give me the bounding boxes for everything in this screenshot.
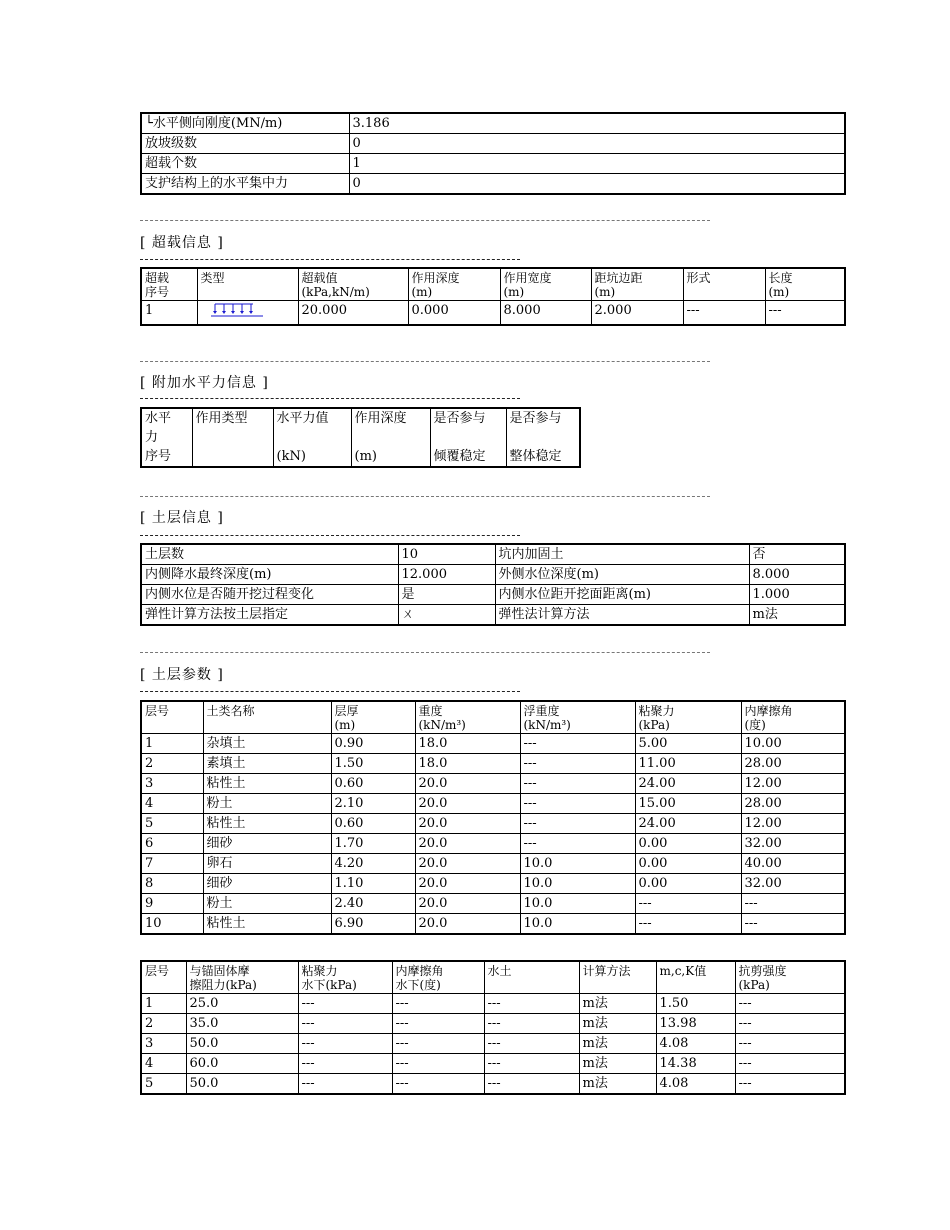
header-cell	[415, 701, 520, 734]
header-line: (m)	[503, 285, 525, 299]
table-cell: 20.0	[415, 854, 520, 874]
table-cell: 9	[141, 894, 203, 914]
table-cell: 杂填土	[203, 734, 331, 754]
soil-info-title: [ 土层信息 ]	[140, 510, 224, 526]
table-cell: ---	[741, 894, 845, 914]
table-cell: 0.00	[635, 874, 741, 894]
table-cell: 0.60	[331, 774, 415, 794]
table-cell: 0.60	[331, 814, 415, 834]
table-row	[141, 113, 845, 134]
header-line: (kPa,kN/m)	[301, 285, 370, 299]
table-cell: 12.000	[398, 565, 495, 585]
table-cell: ---	[392, 994, 484, 1014]
table-cell: 4.08	[656, 1034, 735, 1054]
table-row	[141, 174, 845, 195]
header-line: 形式	[686, 271, 711, 285]
table-cell: ---	[392, 1074, 484, 1095]
table-cell: 5.00	[635, 734, 741, 754]
header-line: 擦阻力(kPa)	[189, 978, 257, 992]
header-line: 内摩擦角	[395, 964, 444, 978]
table-cell: 0.00	[635, 834, 741, 854]
header-cell	[741, 701, 845, 734]
table-cell: ---	[484, 1054, 579, 1074]
table-cell: 1	[141, 301, 197, 326]
header-line: 重度	[418, 704, 443, 718]
header-cell	[392, 961, 484, 994]
table-cell: m法	[579, 1054, 656, 1074]
table-row	[141, 734, 845, 754]
table-cell: 18.0	[415, 754, 520, 774]
header-cell	[520, 701, 635, 734]
section-divider	[140, 652, 710, 653]
header-line	[583, 978, 653, 992]
table-cell: 10	[398, 544, 495, 565]
table-cell: ---	[520, 734, 635, 754]
header-line: (kN)	[276, 449, 306, 464]
table-cell: m法	[579, 1034, 656, 1054]
table-cell: 细砂	[203, 834, 331, 854]
header-line: 水下(kPa)	[301, 978, 357, 992]
table-cell: 12.00	[741, 774, 845, 794]
table-cell: 20.0	[415, 814, 520, 834]
header-row	[141, 961, 845, 994]
table-cell: 2.40	[331, 894, 415, 914]
horizontal-force-title: [ 附加水平力信息 ]	[140, 375, 269, 391]
table-cell: 粉土	[203, 794, 331, 814]
table-cell: ---	[735, 1054, 845, 1074]
header-line: 类型	[200, 271, 225, 285]
table-cell: 11.00	[635, 754, 741, 774]
table-cell: 放坡级数	[141, 134, 349, 154]
table-cell: 28.00	[741, 754, 845, 774]
table-row	[141, 854, 845, 874]
header-cell	[141, 961, 186, 994]
table-cell: ---	[520, 794, 635, 814]
table-cell: 1.50	[656, 994, 735, 1014]
table-cell: ---	[484, 1074, 579, 1095]
table-cell: ---	[298, 994, 392, 1014]
table-cell: 35.0	[186, 1014, 298, 1034]
table-cell: ---	[635, 894, 741, 914]
header-line	[510, 428, 577, 447]
table-cell: 支护结构上的水平集中力	[141, 174, 349, 195]
table-cell: 3	[141, 774, 203, 794]
header-line	[355, 428, 427, 447]
table-row	[141, 814, 845, 834]
table-cell: ---	[298, 1074, 392, 1095]
header-line	[660, 978, 732, 992]
header-line: 内摩擦角	[744, 704, 793, 718]
header-cell	[579, 961, 656, 994]
header-line: (m)	[411, 285, 433, 299]
table-row	[141, 994, 845, 1014]
section-divider	[140, 496, 710, 497]
soil-params-title: [ 土层参数 ]	[140, 667, 224, 683]
header-line: 层号	[145, 704, 170, 718]
section-divider	[140, 361, 710, 362]
table-cell: 10	[141, 914, 203, 935]
table-cell: 弹性计算方法按土层指定	[141, 605, 398, 626]
header-cell	[430, 408, 506, 467]
table-cell: ---	[392, 1054, 484, 1074]
header-line	[277, 428, 348, 447]
header-cell	[298, 268, 408, 301]
header-line: 作用类型	[195, 411, 248, 426]
table-cell: ---	[765, 301, 845, 326]
table-cell: 0.90	[331, 734, 415, 754]
header-cell	[408, 268, 500, 301]
header-row	[141, 268, 845, 301]
table-cell: ---	[520, 774, 635, 794]
header-cell	[591, 268, 683, 301]
table-cell: ---	[484, 1034, 579, 1054]
header-line: 超载值	[301, 271, 338, 285]
header-line	[145, 718, 200, 732]
table-cell: 内侧水位距开挖面距离(m)	[495, 585, 749, 605]
table-cell: 1	[141, 994, 186, 1014]
header-line: 土类名称	[206, 704, 255, 718]
header-cell	[273, 408, 351, 467]
table-cell: 20.0	[415, 774, 520, 794]
table-cell: ---	[735, 994, 845, 1014]
table-cell: 素填土	[203, 754, 331, 774]
table-cell: 25.0	[186, 994, 298, 1014]
header-line: 粘聚力	[638, 704, 675, 718]
header-line: (kPa)	[638, 718, 670, 732]
uniform-load-icon	[209, 302, 265, 324]
table-cell: 13.98	[656, 1014, 735, 1034]
table-cell: 卵石	[203, 854, 331, 874]
table-cell: ---	[484, 994, 579, 1014]
table-cell: ---	[520, 754, 635, 774]
table-cell: 外侧水位深度(m)	[495, 565, 749, 585]
table-cell: 20.0	[415, 834, 520, 854]
table-row	[141, 301, 845, 326]
table-cell: 12.00	[741, 814, 845, 834]
header-cell	[298, 961, 392, 994]
table-cell: m法	[579, 1074, 656, 1095]
table-row	[141, 834, 845, 854]
header-line: 水下(度)	[395, 978, 441, 992]
header-cell	[765, 268, 845, 301]
header-cell	[506, 408, 580, 467]
table-cell: 弹性法计算方法	[495, 605, 749, 626]
header-line: 水土	[487, 964, 512, 978]
header-line: 与锚固体摩	[189, 964, 250, 978]
header-line: 作用宽度	[503, 271, 552, 285]
table-cell: ㄨ	[398, 605, 495, 626]
table-cell: 2	[141, 754, 203, 774]
table-cell: 坑内加固土	[495, 544, 749, 565]
table-cell: 2	[141, 1014, 186, 1034]
header-line: 层号	[145, 964, 170, 978]
header-line: 水平	[145, 411, 172, 426]
table-cell: 40.00	[741, 854, 845, 874]
header-line	[687, 285, 762, 299]
table-cell: 8.000	[749, 565, 845, 585]
table-cell: m法	[579, 994, 656, 1014]
anchor-params-table	[140, 960, 846, 1095]
table-cell: 1.50	[331, 754, 415, 774]
table-cell: 8.000	[500, 301, 591, 326]
table-cell: 0.000	[408, 301, 500, 326]
header-line: (度)	[744, 718, 766, 732]
table-cell	[197, 301, 298, 326]
table-cell: 24.00	[635, 774, 741, 794]
table-cell: ---	[635, 914, 741, 935]
table-cell: 1	[349, 154, 845, 174]
horizontal-force-table	[140, 407, 581, 468]
header-line: (m)	[768, 285, 790, 299]
table-cell: 8	[141, 874, 203, 894]
table-cell: 6	[141, 834, 203, 854]
header-line: (m)	[334, 718, 356, 732]
header-line: 距坑边距	[594, 271, 643, 285]
table-cell: ---	[735, 1014, 845, 1034]
table-row	[141, 1014, 845, 1034]
table-cell: 0	[349, 134, 845, 154]
header-line	[207, 718, 328, 732]
header-cell	[192, 408, 273, 467]
table-cell: 0	[349, 174, 845, 195]
table-cell: 内侧降水最终深度(m)	[141, 565, 398, 585]
surcharge-table	[140, 267, 846, 326]
table-row	[141, 1054, 845, 1074]
header-line: 是否参与	[509, 411, 562, 426]
table-cell: 3	[141, 1034, 186, 1054]
table-cell: 5	[141, 1074, 186, 1095]
header-cell	[141, 408, 192, 467]
table-row	[141, 774, 845, 794]
table-cell: ---	[392, 1034, 484, 1054]
table-cell: 32.00	[741, 874, 845, 894]
table-cell: 10.0	[520, 914, 635, 935]
table-cell: 粘性土	[203, 774, 331, 794]
table-cell: 20.0	[415, 914, 520, 935]
section-divider	[140, 220, 710, 221]
table-cell: 15.00	[635, 794, 741, 814]
header-cell	[656, 961, 735, 994]
header-cell	[351, 408, 430, 467]
header-cell	[635, 701, 741, 734]
table-cell: 20.0	[415, 894, 520, 914]
header-line	[201, 285, 295, 299]
table-cell: ---	[298, 1054, 392, 1074]
table-row	[141, 754, 845, 774]
header-cell	[484, 961, 579, 994]
table-cell: 2.000	[591, 301, 683, 326]
table-cell: 28.00	[741, 794, 845, 814]
table-cell: 4.08	[656, 1074, 735, 1095]
header-line	[196, 428, 270, 447]
table-row	[141, 134, 845, 154]
title-underline	[140, 259, 520, 260]
header-cell	[683, 268, 765, 301]
table-cell: 6.90	[331, 914, 415, 935]
table-cell: ---	[520, 814, 635, 834]
table-cell: ---	[298, 1034, 392, 1054]
table-row	[141, 544, 845, 565]
header-cell	[203, 701, 331, 734]
table-cell: 20.0	[415, 794, 520, 814]
table-cell: 32.00	[741, 834, 845, 854]
header-line	[488, 978, 576, 992]
header-line: (m)	[354, 449, 377, 464]
header-line: 浮重度	[523, 704, 560, 718]
table-cell: 0.00	[635, 854, 741, 874]
table-cell: ---	[484, 1014, 579, 1034]
header-line: 粘聚力	[301, 964, 338, 978]
table-cell: ---	[741, 914, 845, 935]
header-line: (m)	[594, 285, 616, 299]
table-cell: 内侧水位是否随开挖过程变化	[141, 585, 398, 605]
table-cell: 粘性土	[203, 914, 331, 935]
table-cell: 20.000	[298, 301, 408, 326]
table-cell: 1.000	[749, 585, 845, 605]
table-cell: ---	[735, 1074, 845, 1095]
table-cell: 24.00	[635, 814, 741, 834]
table-cell: ---	[392, 1014, 484, 1034]
table-cell: 10.00	[741, 734, 845, 754]
title-underline	[140, 535, 520, 536]
table-cell: 超载个数	[141, 154, 349, 174]
table-cell: 4	[141, 1054, 186, 1074]
table-row	[141, 1074, 845, 1095]
soil-info-table	[140, 543, 846, 626]
header-line: 作用深度	[411, 271, 460, 285]
header-line: 计算方法	[582, 964, 631, 978]
surcharge-title: [ 超载信息 ]	[140, 235, 224, 251]
table-cell: 7	[141, 854, 203, 874]
table-cell: 60.0	[186, 1054, 298, 1074]
table-cell: 10.0	[520, 854, 635, 874]
header-line: 序号	[145, 285, 170, 299]
title-underline	[140, 691, 520, 692]
header-line: m,c,K值	[659, 964, 707, 978]
header-cell	[331, 701, 415, 734]
table-cell: 粘性土	[203, 814, 331, 834]
table-row	[141, 894, 845, 914]
header-line	[434, 428, 503, 447]
table-cell: 10.0	[520, 874, 635, 894]
table-cell: ---	[520, 834, 635, 854]
table-cell: 是	[398, 585, 495, 605]
header-line	[196, 447, 270, 466]
table-cell: 1	[141, 734, 203, 754]
table-cell: 4.20	[331, 854, 415, 874]
table-cell: 5	[141, 814, 203, 834]
table-cell: 14.38	[656, 1054, 735, 1074]
header-line: 序号	[145, 449, 172, 464]
header-row	[141, 701, 845, 734]
table-cell: 50.0	[186, 1074, 298, 1095]
header-cell	[500, 268, 591, 301]
table-cell: ---	[735, 1034, 845, 1054]
header-cell	[141, 701, 203, 734]
header-cell	[735, 961, 845, 994]
table-cell: 否	[749, 544, 845, 565]
header-line: 是否参与	[433, 411, 486, 426]
table-cell: 50.0	[186, 1034, 298, 1054]
table-cell: 2.10	[331, 794, 415, 814]
header-line: 抗剪强度	[738, 964, 787, 978]
header-cell	[186, 961, 298, 994]
top-parameters-table	[140, 112, 846, 195]
table-cell: 18.0	[415, 734, 520, 754]
table-cell: ---	[683, 301, 765, 326]
table-row	[141, 565, 845, 585]
table-row	[141, 154, 845, 174]
header-line: 力	[145, 430, 159, 445]
header-cell	[141, 268, 197, 301]
soil-params-table	[140, 700, 846, 935]
table-cell: ---	[298, 1014, 392, 1034]
table-row	[141, 605, 845, 626]
header-line: 超载	[145, 271, 170, 285]
header-line	[145, 978, 183, 992]
table-cell: 3.186	[349, 113, 845, 134]
table-cell: 4	[141, 794, 203, 814]
table-row	[141, 874, 845, 894]
header-line: (kN/m³)	[523, 718, 571, 732]
header-line: 长度	[768, 271, 793, 285]
header-row	[141, 408, 580, 467]
table-cell: 土层数	[141, 544, 398, 565]
header-line: 整体稳定	[509, 449, 562, 464]
table-row	[141, 1034, 845, 1054]
header-line: 水平力值	[276, 411, 329, 426]
table-cell: 粉土	[203, 894, 331, 914]
header-cell	[197, 268, 298, 301]
table-cell: 20.0	[415, 874, 520, 894]
header-line: (kN/m³)	[418, 718, 466, 732]
table-cell: 细砂	[203, 874, 331, 894]
table-cell: 10.0	[520, 894, 635, 914]
title-underline	[140, 398, 520, 399]
table-row	[141, 914, 845, 935]
table-cell: m法	[579, 1014, 656, 1034]
header-line: 作用深度	[354, 411, 407, 426]
header-line: 层厚	[334, 704, 359, 718]
table-cell: m法	[749, 605, 845, 626]
header-line: 倾覆稳定	[433, 449, 486, 464]
table-row	[141, 794, 845, 814]
table-row	[141, 585, 845, 605]
table-cell: 1.10	[331, 874, 415, 894]
header-line: (kPa)	[738, 978, 770, 992]
table-cell: 1.70	[331, 834, 415, 854]
table-cell: └水平侧向刚度(MN/m)	[141, 113, 349, 134]
